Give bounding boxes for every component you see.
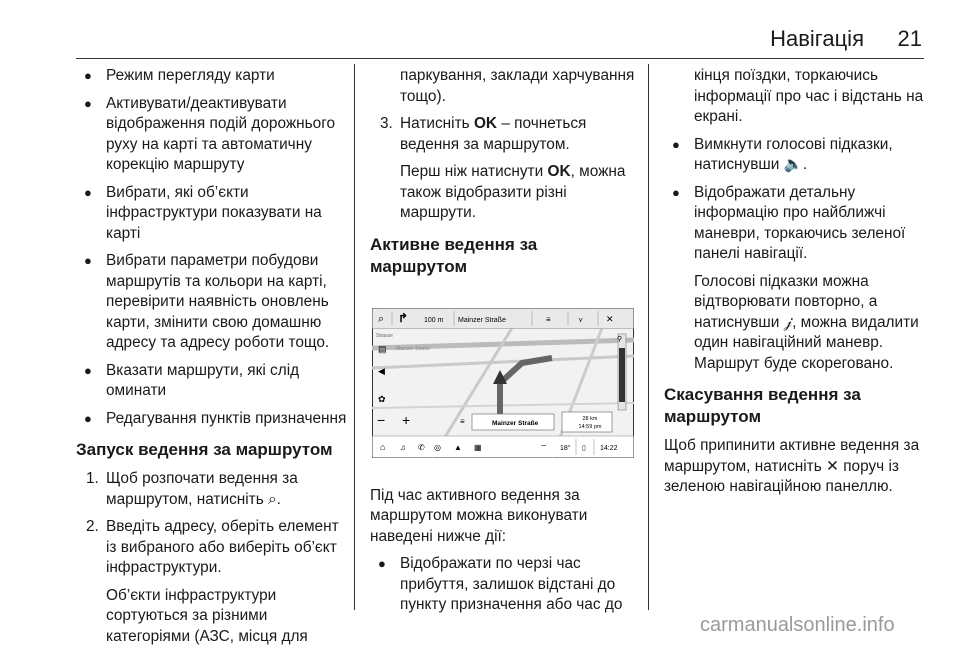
current-street: Mainzer Straße (492, 419, 539, 427)
bullet-icon: ● (84, 95, 92, 111)
zoom-out-icon: − (377, 411, 386, 428)
cancel-text: Щоб припинити активне ведення за маршрутом, натисніть ✕ поруч із зеленою навігаційною панеллю. (664, 437, 920, 495)
list-item: ● Активувати/деактивувати відображення подій дорожнього руху на карті та автоматичну корекцію маршруту (84, 94, 336, 173)
menu-icon: ≡ (460, 416, 465, 426)
map-road-label: Mainzer Straße (396, 345, 431, 352)
clock: 14:22 (600, 444, 618, 452)
navigation-screen-svg (372, 308, 634, 458)
bullet-icon: ● (378, 556, 386, 571)
options-list (76, 66, 348, 429)
bullet-icon: ● (84, 253, 92, 268)
music-icon: ♫ (400, 442, 406, 452)
page-header (0, 0, 960, 56)
home-icon: ⌂ (380, 441, 386, 452)
steps-list (76, 469, 348, 579)
search-icon: ⌕ (378, 312, 385, 325)
list-item: ● Режим перегляду карти (76, 66, 348, 87)
bullet-icon: ● (672, 136, 680, 152)
maneuver-distance: 100 m (424, 316, 444, 324)
eta-time: 14:59 pm (578, 423, 602, 430)
step-note: Перш ніж натиснути OK, можна також відобразити різні маршрути. (400, 163, 626, 221)
page-number: 21 (897, 26, 922, 51)
actions-list (664, 135, 934, 265)
section-heading-cancel: Скасування ведення за маршрутом (664, 385, 861, 426)
list-item: ● Редагування пунктів призначення (76, 409, 348, 430)
destination-icon: ⚲ (617, 335, 623, 343)
column-left (76, 66, 348, 654)
step-item: 2. Введіть адресу, оберіть елемент із вибраного або виберіть об’єкт інфраструктури. (86, 518, 339, 576)
phone-icon: ✆ (418, 442, 425, 452)
wifi-icon: ⌔ (540, 442, 548, 452)
column-divider (648, 64, 649, 610)
phone-status-icon: ▯ (582, 444, 586, 452)
eta-distance: 28 km (582, 415, 598, 422)
maneuver-street: Mainzer Straße (458, 316, 506, 324)
step-item: 3. Натисніть OK – почнеться ведення за маршрутом. (380, 115, 587, 153)
bullet-icon: ● (84, 362, 92, 378)
continued-text: паркування, заклади харчування тощо). (400, 67, 635, 105)
actions-list (370, 554, 638, 616)
map-label: Strasse (376, 332, 393, 339)
close-icon: ✕ (606, 313, 614, 324)
step-note: Об’єкти інфраструктури сортуються за різними категоріями (АЗС, місця для (106, 586, 308, 645)
bullet-icon: ● (672, 184, 680, 200)
steps-list (370, 114, 638, 155)
settings-icon: ✿ (378, 393, 386, 404)
route-split-icon: ⋎ (578, 316, 584, 324)
column-middle (370, 66, 638, 623)
navigation-icon: ◎ (434, 442, 441, 452)
apps-icon: ▦ (474, 442, 482, 452)
column-divider (354, 64, 355, 610)
bullet-icon: ● (84, 410, 92, 426)
outside-temperature: 18° (560, 444, 571, 452)
continued-text: кінця поїздки, торкаючись інформації про час і відстань на екрані. (694, 67, 924, 125)
layers-icon: ▤ (378, 343, 387, 354)
list-item: ● Вимкнути голосові підказки, натиснувши 🔈. (672, 135, 893, 173)
page-title: Навігація (770, 26, 864, 51)
list-item: ● Вибрати, які об’єкти інфраструктури показувати на карті (84, 183, 322, 242)
section-heading-start: Запуск ведення за маршрутом (76, 440, 333, 459)
section-heading-active: Активне ведення за маршрутом (370, 234, 538, 276)
list-item: ● Вказати маршрути, які слід оминати (84, 361, 300, 399)
zoom-in-icon: + (402, 411, 411, 428)
navigation-screen-illustration (372, 308, 634, 458)
nav-arrow-icon: ▲ (454, 442, 462, 452)
column-right (664, 66, 934, 505)
speaker-icon: ◀ (378, 365, 385, 376)
list-item: ● Вибрати параметри побудови маршрутів та кольори на карті, перевірити наявність оновлень карти, змінити свою домашню адресу та адресу роботи тощо. (84, 252, 330, 351)
intro-text: Під час активного ведення за маршрутом можна виконувати наведені нижче дії: (370, 486, 588, 545)
header-rule (76, 58, 924, 59)
turn-right-icon: ↱ (398, 310, 409, 325)
bullet-icon: ● (84, 68, 92, 83)
list-item: ● Відображати детальну інформацію про найближчі маневри, торкаючись зеленої панелі навігації. (672, 183, 906, 262)
turn-list-icon: ≡ (546, 314, 551, 324)
voice-note: Голосові підказки можна відтворювати повторно, а натиснувши 𝒿, можна видалити один навігаційний маневр. Маршрут буде скореговано. (694, 272, 919, 372)
watermark: carmanualsonline.info (700, 614, 895, 636)
list-item: ● Відображати по черзі час прибуття, залишок відстані до пункту призначення або час до (378, 555, 623, 613)
step-item: 1. Щоб розпочати ведення за маршрутом, натисніть ⌕. (86, 470, 298, 508)
bullet-icon: ● (84, 184, 92, 200)
